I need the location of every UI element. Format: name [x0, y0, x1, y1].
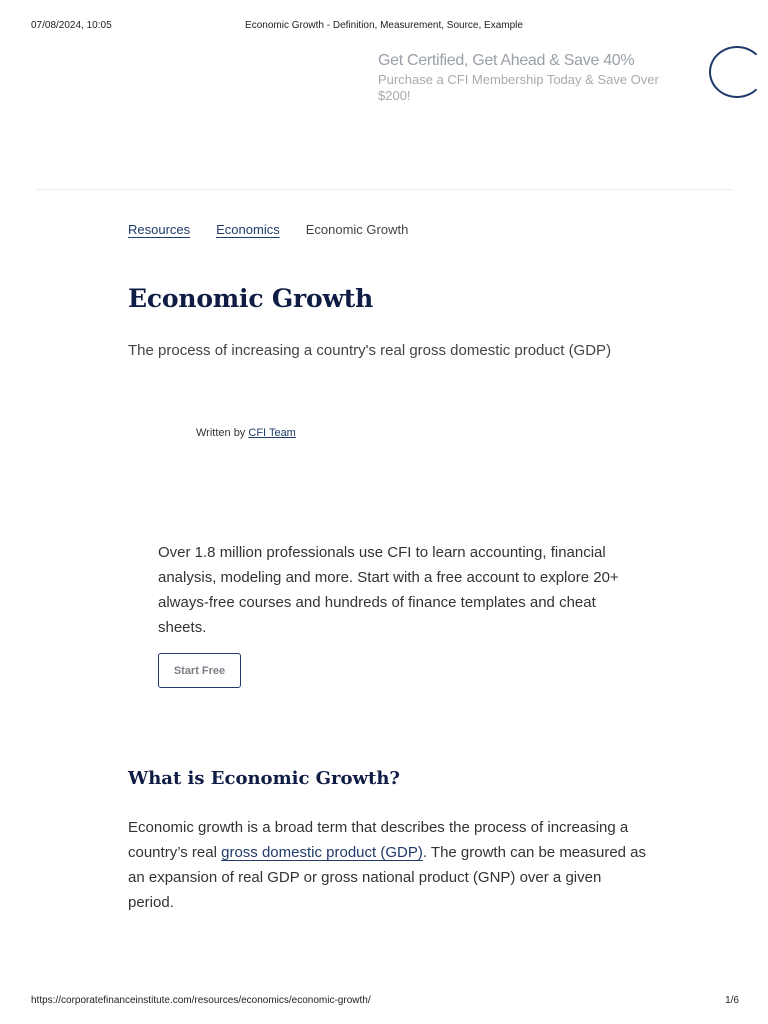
- promo-headline[interactable]: Get Certified, Get Ahead & Save 40%: [378, 52, 635, 69]
- gdp-link[interactable]: gross domestic product (GDP): [221, 844, 423, 861]
- page-subtitle: The process of increasing a country's real gross domestic product (GDP): [128, 342, 612, 359]
- para-text-after-link: . The growth can be measured as an expansion of real GDP or gross national product (GNP) over a given period.: [128, 844, 647, 911]
- promo-subtext: Purchase a CFI Membership Today & Save Over $200!: [378, 72, 659, 103]
- print-footer-url: https://corporatefinanceinstitute.com/resources/economics/economic-growth/: [31, 995, 371, 1006]
- page-title: Economic Growth: [128, 284, 374, 313]
- print-footer-page-number: 1/6: [725, 995, 739, 1006]
- print-header-datetime: 07/08/2024, 10:05: [31, 20, 112, 31]
- promo-banner[interactable]: [378, 52, 688, 104]
- breadcrumb-resources[interactable]: Resources: [128, 222, 191, 237]
- byline-prefix: Written by: [196, 427, 249, 439]
- breadcrumb-economics[interactable]: Economics: [216, 222, 280, 237]
- cta-text: Over 1.8 million professionals use CFI to learn accounting, financial analysis, modeling and more. Start with a free account to explore 20+ always-free courses and hundreds of finance templates and cheat sheets.: [158, 544, 619, 636]
- header-divider: [36, 189, 733, 190]
- author-link[interactable]: CFI Team: [248, 427, 296, 439]
- section-heading: What is Economic Growth?: [128, 768, 400, 789]
- breadcrumb: [128, 222, 408, 237]
- promo-badge-icon: [709, 46, 765, 98]
- para-text-before-link: Economic growth is a broad term that describes the process of increasing a country’s real: [128, 819, 629, 861]
- body-paragraph: [128, 815, 648, 915]
- print-header-title: Economic Growth - Definition, Measurement, Source, Example: [245, 20, 523, 31]
- byline: [196, 427, 296, 439]
- breadcrumb-current: Economic Growth: [305, 222, 409, 237]
- start-free-button[interactable]: Start Free: [158, 653, 241, 688]
